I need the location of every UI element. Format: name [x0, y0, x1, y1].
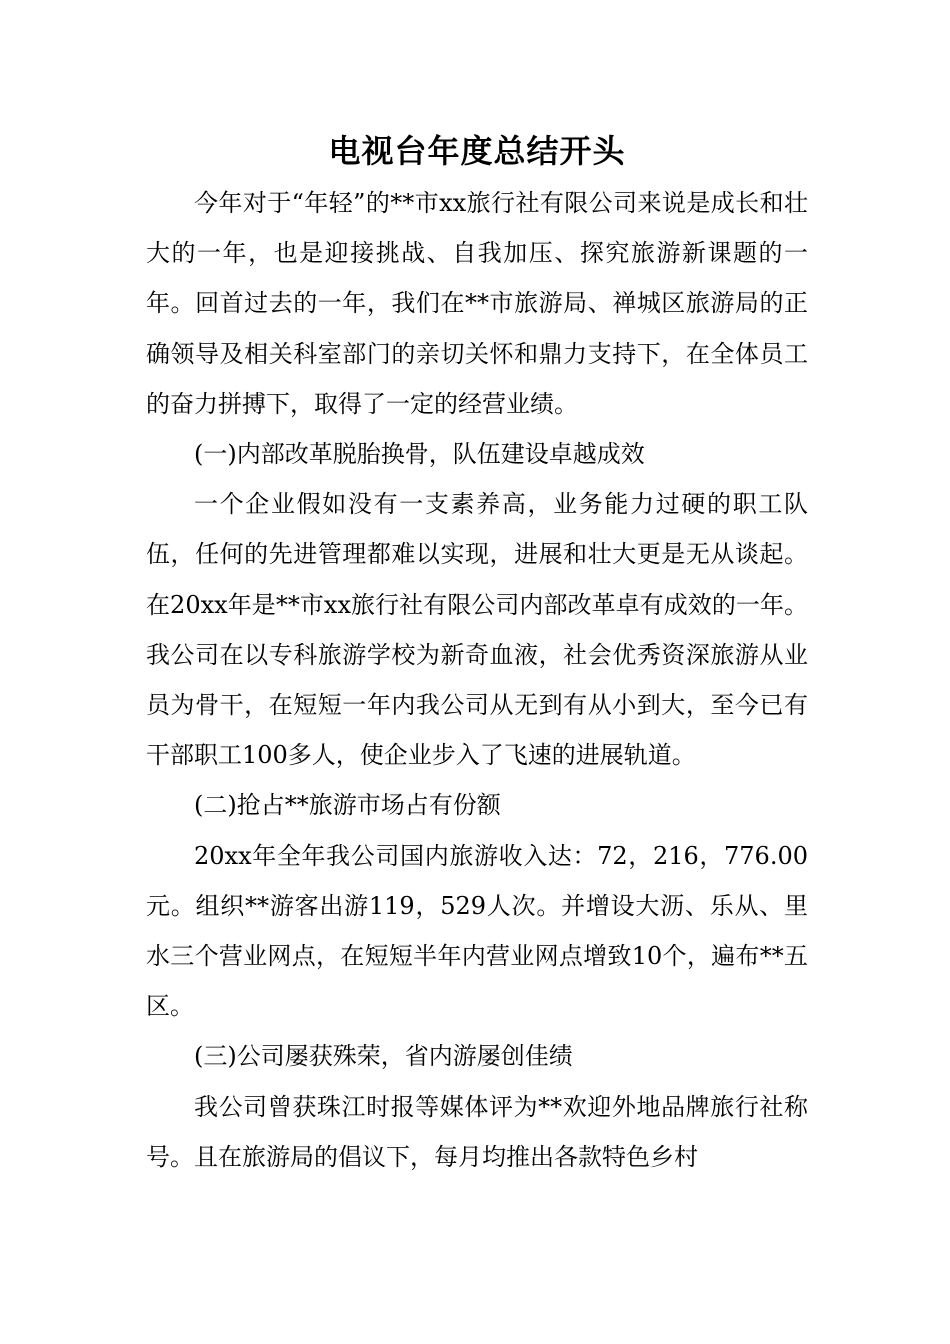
paragraph-section-1: 一个企业假如没有一支素养高，业务能力过硬的职工队伍，任何的先进管理都难以实现，进展和壮大更是无从谈起。在20xx年是**市xx旅行社有限公司内部改革卓有成效的一年。我公司在以专科旅游学校为新奇血液，社会优秀资深旅游从业员为骨干，在短短一年内我公司从无到有从小到大，至今已有干部职工100多人，使企业步入了飞速的进展轨道。 — [146, 490, 808, 770]
section-heading-3: (三)公司屡获殊荣，省内游屡创佳绩 — [194, 1042, 573, 1071]
paragraph-section-3: 我公司曾获珠江时报等媒体评为**欢迎外地品牌旅行社称号。且在旅游局的倡议下，每月均推出各款特色乡村 — [146, 1092, 808, 1171]
section-heading-1: (一)内部改革脱胎换骨，队伍建设卓越成效 — [194, 440, 645, 469]
document-title: 电视台年度总结开头 — [328, 132, 626, 170]
paragraph-intro: 今年对于“年轻”的**市xx旅行社有限公司来说是成长和壮大的一年，也是迎接挑战、自我加压、探究旅游新课题的一年。回首过去的一年，我们在**市旅游局、禅城区旅游局的正确领导及相关科室部门的亲切关怀和鼎力支持下，在全体员工的奋力拼搏下，取得了一定的经营业绩。 — [146, 189, 808, 418]
document-content — [146, 124, 808, 1182]
paragraph-section-2: 20xx年全年我公司国内旅游收入达：72，216，776.00元。组织**游客出游119，529人次。并增设大沥、乐从、里水三个营业网点，在短短半年内营业网点增致10个，遍布**五区。 — [146, 841, 808, 1021]
section-heading-2: (二)抢占**旅游市场占有份额 — [194, 791, 501, 820]
